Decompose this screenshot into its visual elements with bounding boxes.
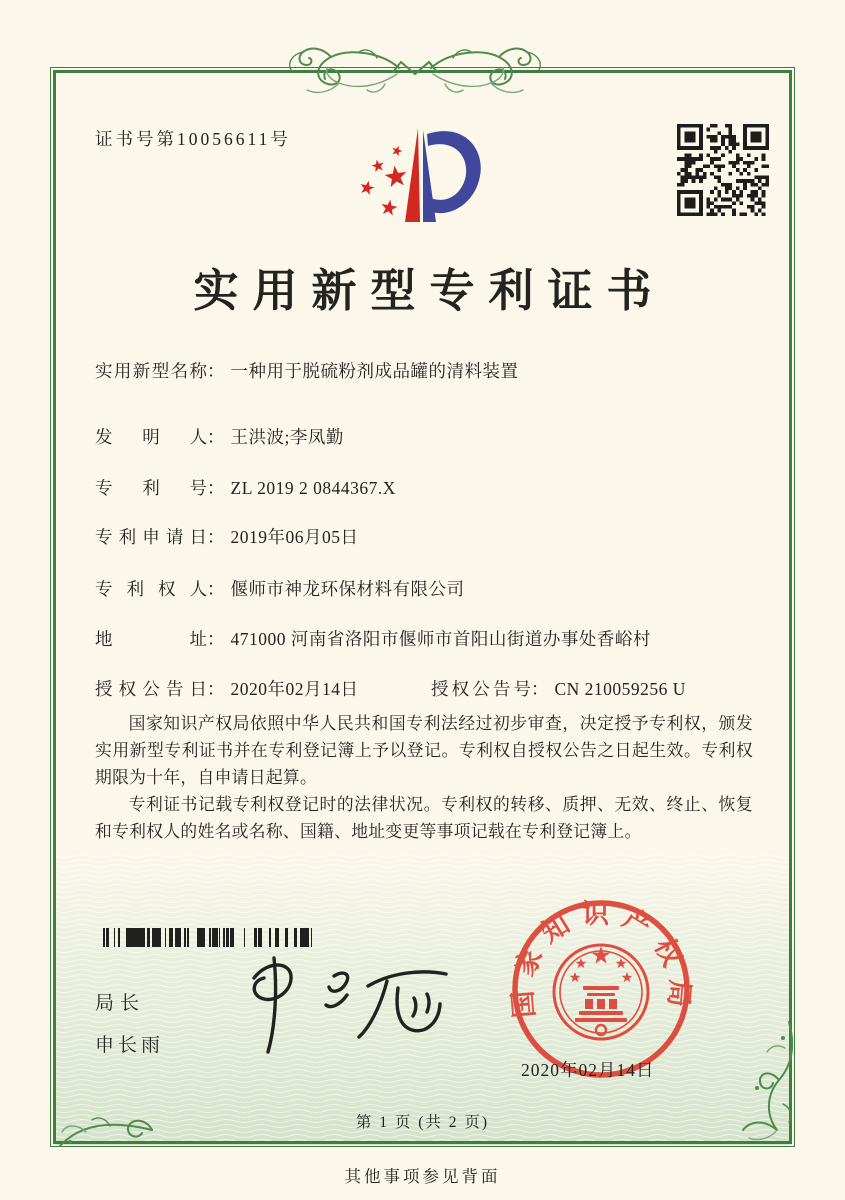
officer-signature <box>218 948 468 1066</box>
field-label: 专利申请日 <box>95 527 207 547</box>
field-colon: ： <box>207 361 225 381</box>
page-number-note: 第 1 页 (共 2 页) <box>355 1114 490 1131</box>
field-value: 王洪波;李凤勤 <box>230 427 344 447</box>
field-colon: ： <box>531 679 549 699</box>
certificate-title: 实用新型专利证书 <box>193 266 666 316</box>
field-colon: ： <box>207 679 225 699</box>
field-row-patentee <box>95 576 465 601</box>
field-label: 专利号 <box>95 478 207 498</box>
field-colon: ： <box>207 427 225 447</box>
seal-national-emblem <box>554 945 648 1039</box>
logo-red-wedge <box>405 128 420 222</box>
field-colon: ： <box>207 527 225 547</box>
field-value: 2019年06月05日 <box>230 527 359 547</box>
back-side-note: 其他事项参见背面 <box>344 1167 501 1186</box>
field-value: 471000 河南省洛阳市偃师市首阳山街道办事处香峪村 <box>230 629 651 649</box>
certificate-number: 证书号第10056611号 <box>95 129 291 149</box>
field-row-name <box>95 358 519 383</box>
field-row-inventor <box>95 424 344 449</box>
field-value: 偃师市神龙环保材料有限公司 <box>230 579 465 599</box>
field-row-patent-number <box>95 475 396 500</box>
logo-star-icon <box>359 179 376 196</box>
logo-star-icon <box>384 164 409 188</box>
logo-star-icon <box>391 144 404 157</box>
field-row-filing-date <box>95 524 359 549</box>
legal-text-block <box>95 710 753 845</box>
grant-number-value: CN 210059256 U <box>554 679 686 699</box>
officer-name: 申长雨 <box>95 1035 165 1056</box>
field-label: 授权公告日 <box>95 679 207 699</box>
barcode <box>103 928 317 947</box>
cnipa-logo <box>343 120 495 238</box>
field-label: 发明人 <box>95 427 207 447</box>
seal-date: 2020年02月14日 <box>521 1060 655 1080</box>
field-row-address <box>95 626 651 651</box>
officer-title: 局长 <box>95 993 146 1014</box>
top-flourish-ornament <box>281 38 549 102</box>
field-colon: ： <box>207 478 225 498</box>
field-colon: ： <box>207 629 225 649</box>
logo-star-icon <box>371 158 386 172</box>
seal-text: 国家知识产权局 <box>506 899 696 1020</box>
legal-paragraph-1: 国家知识产权局依照中华人民共和国专利法经过初步审查，决定授予专利权，颁发实用新型专利证书并在专利登记簿上予以登记。专利权自授权公告之日起生效。专利权期限为十年，自申请日起算。 <box>95 714 753 787</box>
logo-p-bowl <box>427 131 481 213</box>
logo-star-icon <box>380 198 399 216</box>
field-value: 一种用于脱硫粉剂成品罐的清料装置 <box>230 361 519 381</box>
grant-date-value: 2020年02月14日 <box>230 679 359 699</box>
field-label: 授权公告号 <box>431 679 531 699</box>
qr-code <box>677 124 769 216</box>
field-value: ZL 2019 2 0844367.X <box>230 478 396 498</box>
field-label: 专利权人 <box>95 579 207 599</box>
grant-number-group <box>431 676 686 701</box>
field-colon: ： <box>207 579 225 599</box>
legal-paragraph-2: 专利证书记载专利权登记时的法律状况。专利权的转移、质押、无效、终止、恢复和专利权人的姓名或名称、国籍、地址变更等事项记载在专利登记簿上。 <box>95 795 753 841</box>
field-label: 地址 <box>95 629 207 649</box>
field-row-grant <box>95 676 686 701</box>
field-label: 实用新型名称 <box>95 361 207 381</box>
